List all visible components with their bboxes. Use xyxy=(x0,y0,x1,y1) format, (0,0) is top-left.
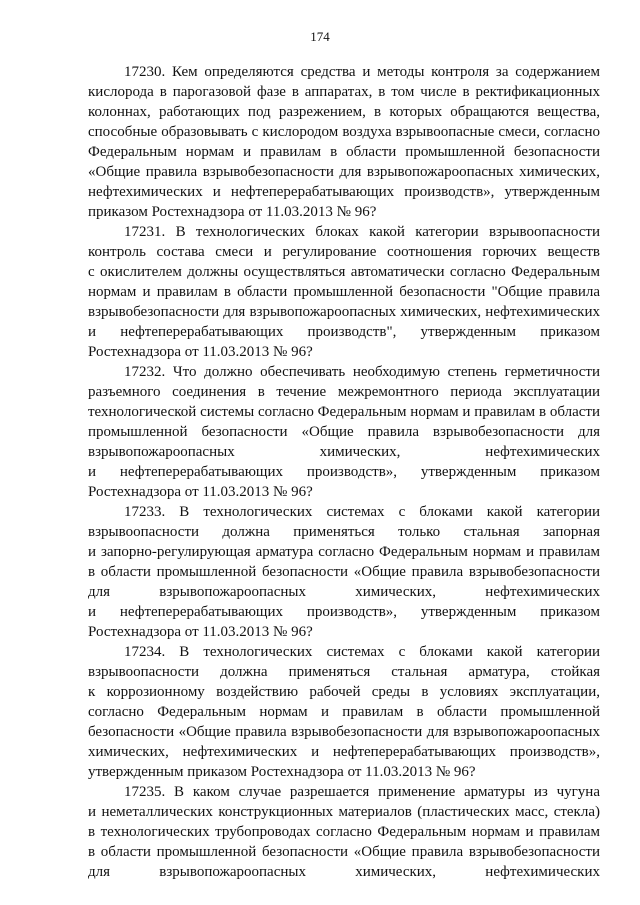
question-17230 xyxy=(88,62,600,222)
text-line: в области промышленной безопасности «Общие правила взрывобезопасности xyxy=(88,844,600,860)
text-line: 17231. В технологических блоках какой категории взрывоопасности xyxy=(124,224,600,240)
text-line: и нефтеперерабатывающих производств", утвержденным приказом xyxy=(88,324,600,340)
text-line: способные образовывать с кислородом воздуха взрывоопасные смеси, согласно xyxy=(88,124,600,140)
text-line: для взрывопожароопасных химических, нефтехимических xyxy=(88,864,600,880)
text-line: и нефтеперерабатывающих производств», утвержденным приказом xyxy=(88,464,600,480)
text-line: приказом Ростехнадзора от 11.03.2013 № 96? xyxy=(88,204,377,220)
text-line: для взрывопожароопасных химических, нефтехимических xyxy=(88,584,600,600)
text-line: колоннах, работающих под разрежением, в которых обращаются вещества, xyxy=(88,104,600,120)
text-line: Ростехнадзора от 11.03.2013 № 96? xyxy=(88,484,313,500)
text-line: в области промышленной безопасности «Общие правила взрывобезопасности xyxy=(88,564,600,580)
text-line: Ростехнадзора от 11.03.2013 № 96? xyxy=(88,624,313,640)
question-17232 xyxy=(88,362,600,502)
text-line: Федеральным нормам и правилам в области промышленной безопасности xyxy=(88,144,600,160)
text-line: взрывоопасности должна применяться стальная арматура, стойкая xyxy=(88,664,600,680)
text-line: контроль состава смеси и регулирование соотношения горючих веществ xyxy=(88,244,600,260)
question-17233 xyxy=(88,502,600,642)
text-line: 17232. Что должно обеспечивать необходимую степень герметичности xyxy=(124,364,600,380)
text-line: к коррозионному воздействию рабочей среды в условиях эксплуатации, xyxy=(88,684,600,700)
text-line: взрывобезопасности для взрывопожароопасных химических, нефтехимических xyxy=(88,304,600,320)
text-line: 17234. В технологических системах с блоками какой категории xyxy=(124,644,600,660)
text-line: утвержденным приказом Ростехнадзора от 11.03.2013 № 96? xyxy=(88,764,476,780)
text-line: 17230. Кем определяются средства и методы контроля за содержанием xyxy=(124,64,600,80)
question-17234 xyxy=(88,642,600,782)
page-body xyxy=(88,62,600,882)
text-line: нефтехимических и нефтеперерабатывающих производств», утвержденным xyxy=(88,184,600,200)
text-line: с окислителем должны осуществляться автоматически согласно Федеральным xyxy=(88,264,600,280)
text-line: химических, нефтехимических и нефтеперерабатывающих производств», xyxy=(88,744,600,760)
text-line: разъемного соединения в течение межремонтного периода эксплуатации xyxy=(88,384,600,400)
page-number: 174 xyxy=(310,29,330,44)
text-line: «Общие правила взрывобезопасности для взрывопожароопасных химических, xyxy=(88,164,600,180)
text-line: безопасности «Общие правила взрывобезопасности для взрывопожароопасных xyxy=(88,724,600,740)
text-line: в технологических трубопроводах согласно Федеральным нормам и правилам xyxy=(88,824,600,840)
text-line: кислорода в парогазовой фазе в аппаратах, в том числе в ректификационных xyxy=(88,84,600,100)
text-line: и неметаллических конструкционных материалов (пластических масс, стекла) xyxy=(88,804,600,820)
text-line: взрывопожароопасных химических, нефтехимических xyxy=(88,444,600,460)
text-line: 17235. В каком случае разрешается применение арматуры из чугуна xyxy=(124,784,600,800)
text-line: промышленной безопасности «Общие правила взрывобезопасности для xyxy=(88,424,600,440)
text-line: 17233. В технологических системах с блоками какой категории xyxy=(124,504,600,520)
text-line: и запорно-регулирующая арматура согласно Федеральным нормам и правилам xyxy=(88,544,600,560)
text-line: согласно Федеральным нормам и правилам в области промышленной xyxy=(88,704,600,720)
text-line: Ростехнадзора от 11.03.2013 № 96? xyxy=(88,344,313,360)
question-17235 xyxy=(88,782,600,882)
text-line: нормам и правилам в области промышленной безопасности "Общие правила xyxy=(88,284,600,300)
text-line: взрывоопасности должна применяться только стальная запорная xyxy=(88,524,600,540)
question-17231 xyxy=(88,222,600,362)
text-line: и нефтеперерабатывающих производств», утвержденным приказом xyxy=(88,604,600,620)
text-line: технологической системы согласно Федеральным нормам и правилам в области xyxy=(88,404,600,420)
